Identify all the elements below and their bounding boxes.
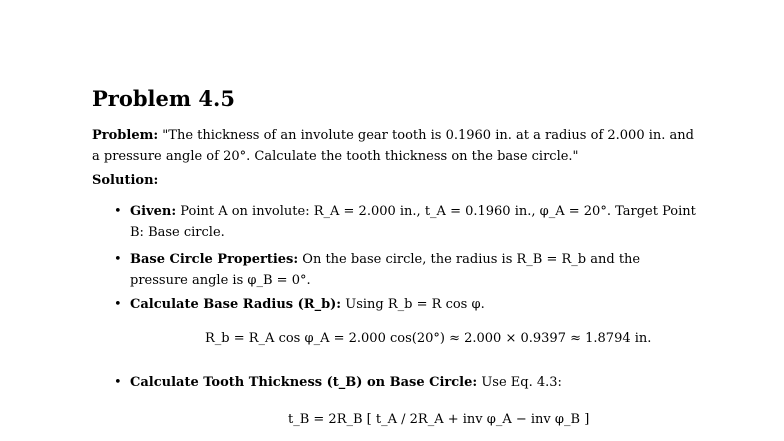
equation-base-radius: R_b = R_A cos φ_A = 2.000 cos(20°) ≈ 2.000 × 0.9397 ≈ 1.8794 in. <box>205 331 652 346</box>
solution-item-base-circle <box>114 249 700 291</box>
item-lead: Calculate Base Radius (R_b): <box>130 297 342 312</box>
equation-tooth-thickness: t_B = 2R_B [ t_A / 2R_A + inv φ_A − inv φ_B ] <box>288 412 590 427</box>
item-lead: Given: <box>130 204 177 219</box>
bullet-icon: • <box>114 252 122 267</box>
item-text: Point A on involute: R_A = 2.000 in., t_A = 0.1960 in., φ_A = 20°. Target Point B: Base circle. <box>130 204 696 240</box>
bullet-icon: • <box>114 375 122 390</box>
problem-statement <box>92 125 702 167</box>
item-text: Using R_b = R cos φ. <box>345 297 485 312</box>
problem-lead: Problem: <box>92 128 159 143</box>
item-text: On the base circle, the radius is R_B = R_b and the pressure angle is φ_B = 0°. <box>130 252 641 288</box>
bullet-icon: • <box>114 297 122 312</box>
item-lead: Calculate Tooth Thickness (t_B) on Base Circle: <box>130 375 478 390</box>
solution-item-given <box>114 201 700 243</box>
solution-item-tooth-thickness <box>114 372 700 393</box>
solution-heading: Solution: <box>92 173 159 188</box>
item-text: Use Eq. 4.3: <box>481 375 562 390</box>
bullet-icon: • <box>114 204 122 219</box>
page-title: Problem 4.5 <box>92 86 235 111</box>
solution-item-base-radius <box>114 294 700 315</box>
problem-text: "The thickness of an involute gear tooth is 0.1960 in. at a radius of 2.000 in. and a pressure angle of 20°. Calculate the tooth thickness on the base circle." <box>92 128 694 164</box>
item-lead: Base Circle Properties: <box>130 252 299 267</box>
